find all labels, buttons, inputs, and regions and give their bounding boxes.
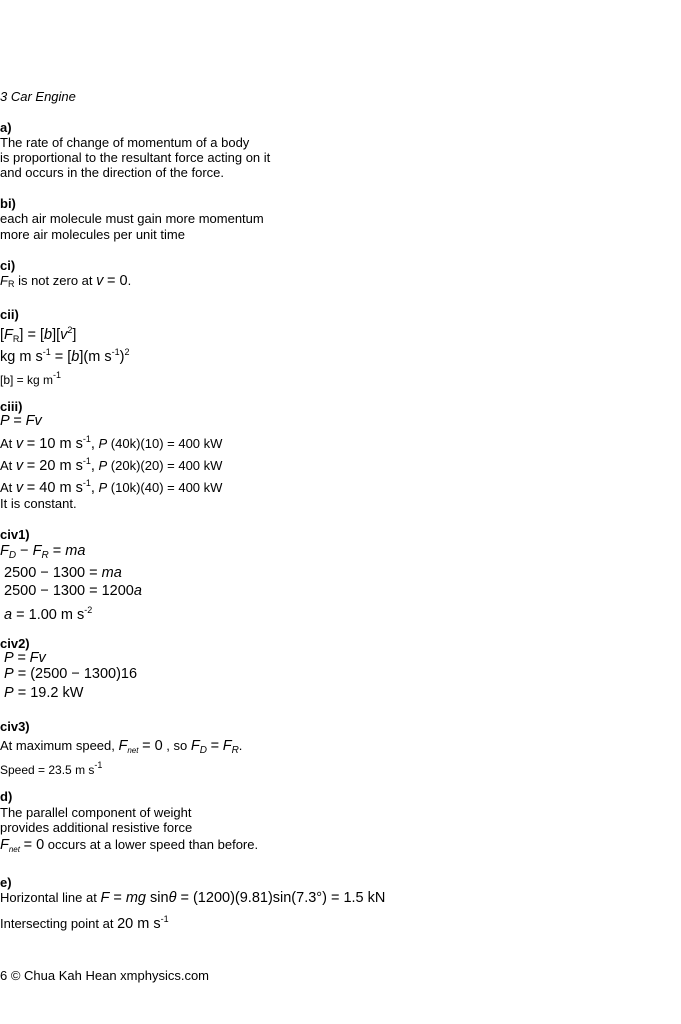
part-ci-label: ci) bbox=[0, 258, 16, 273]
part-cii-eq-2: kg m $s^{-1} = [b](m$ $s^{-1})^2$ bbox=[0, 347, 130, 365]
part-civ3-label: civ3) bbox=[0, 719, 30, 734]
part-e-line-2: Intersecting point at 20 m $s^{-1}$ bbox=[0, 914, 169, 932]
part-e-label: e) bbox=[0, 875, 12, 890]
part-d-line-3: $F_{net} = 0$ occurs at a lower speed than before. bbox=[0, 837, 259, 854]
part-ciii-label: ciii) bbox=[0, 399, 23, 414]
page-footer: 6 © Chua Kah Hean xmphysics.com bbox=[0, 968, 210, 983]
part-bi-line-2: more air molecules per unit time bbox=[0, 227, 185, 242]
part-a-line-1: The rate of change of momentum of a body bbox=[0, 135, 250, 150]
part-civ1-eq-2: 2500 − 1300 = ma bbox=[4, 565, 122, 581]
part-a-label: a) bbox=[0, 120, 12, 135]
part-ci-line: FR is not zero at v = 0. bbox=[0, 273, 132, 289]
part-ciii-eq: P = Fv bbox=[0, 413, 42, 429]
part-bi-label: bi) bbox=[0, 196, 16, 211]
part-civ2-eq-3: P = 19.2 kW bbox=[4, 685, 84, 701]
part-cii-eq-1: $[F_R] = [b][v^2]$ bbox=[0, 325, 77, 344]
part-civ2-label: civ2) bbox=[0, 636, 30, 651]
part-ciii-conclusion: It is constant. bbox=[0, 496, 77, 511]
part-d-label: d) bbox=[0, 789, 13, 804]
part-d-line-2: provides additional resistive force bbox=[0, 820, 193, 835]
part-civ3-speed: Speed = 23.5 m $s^{-1}$ bbox=[0, 760, 103, 777]
part-d-line-1: The parallel component of weight bbox=[0, 805, 192, 820]
part-a-line-3: and occurs in the direction of the force. bbox=[0, 165, 225, 180]
part-civ2-eq-2: P = (2500 − 1300)16 bbox=[4, 666, 138, 682]
part-civ1-eq-3: 2500 − 1300 = 1200a bbox=[4, 583, 142, 599]
part-ciii-row-3: At v = 40 m $s^{-1}$, P (10k)(40) = 400 kW bbox=[0, 478, 223, 496]
part-ciii-row-1: At v = 10 m $s^{-1}$, P (40k)(10) = 400 kW bbox=[0, 434, 223, 452]
part-ciii-row-2: At v = 20 m $s^{-1}$, P (20k)(20) = 400 kW bbox=[0, 456, 223, 474]
part-civ1-label: civ1) bbox=[0, 527, 30, 542]
part-civ1-eq-1: $F_D - F_R$ = ma bbox=[0, 543, 86, 561]
part-a-line-2: is proportional to the resultant force acting on it bbox=[0, 150, 271, 165]
part-cii-eq-3: [b] = kg $m^{-1}$ bbox=[0, 370, 62, 387]
part-civ1-eq-4: a = 1.00 m $s^{-2}$ bbox=[4, 605, 93, 623]
section-title: 3 Car Engine bbox=[0, 89, 76, 104]
part-civ3-line-1: At maximum speed, $F_{net} = 0$ , so $F_D = F_R$. bbox=[0, 738, 243, 756]
part-civ2-eq-1: P = Fv bbox=[0, 650, 46, 666]
part-e-line-1: Horizontal line at F = mg sinθ = (1200)(9.81)sin(7.3°) = 1.5 kN bbox=[0, 890, 386, 906]
part-cii-label: cii) bbox=[0, 307, 19, 322]
part-ci-text: is not zero at bbox=[18, 273, 93, 288]
part-bi-line-1: each air molecule must gain more momentum bbox=[0, 211, 264, 226]
